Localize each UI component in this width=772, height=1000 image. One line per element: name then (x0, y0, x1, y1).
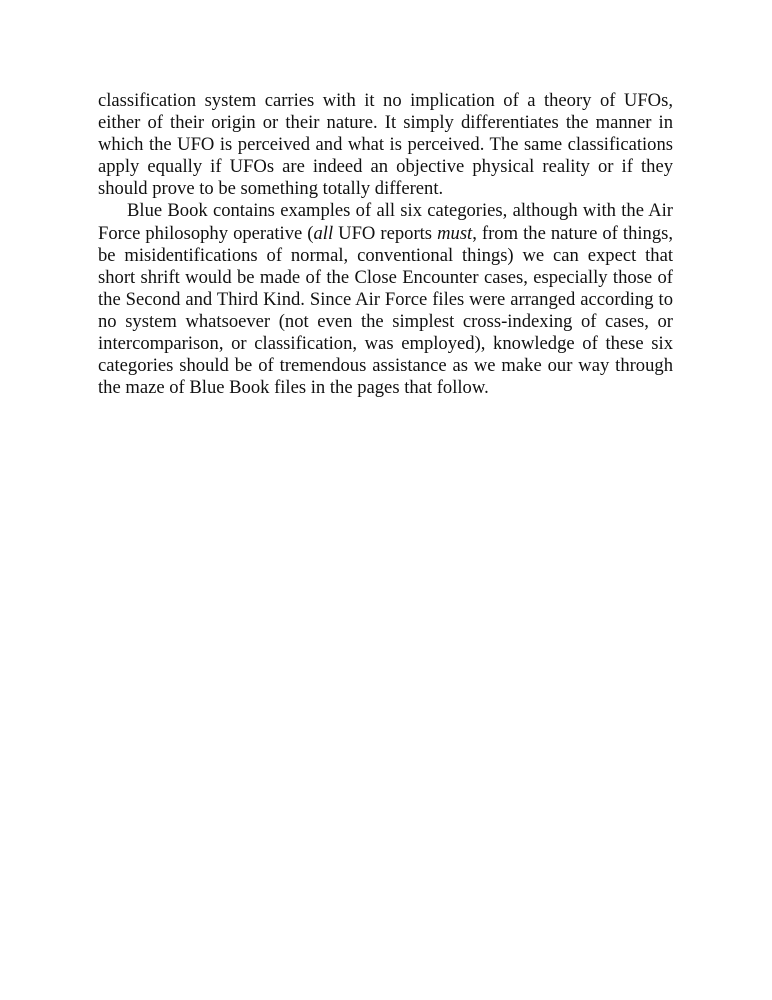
paragraph-text: UFO reports (333, 222, 438, 244)
paragraph-text: Blue Book contains examples of all six categories, although with the Air Force philosophy operative ( (98, 200, 673, 244)
paragraph-text: , from the nature of things, be misidentifications of normal, conventional things) we can expect that short shrift would be made of the Close Encounter cases, especially those of the Second and Third Kind. Since Air Force files were arranged according to no system whatsoever (not even the simplest cross-indexing of cases, or intercomparison, or classification, was employed), knowledge of these six categories should be of tremendous assistance as we make our way through the maze of Blue Book files in the pages that follow. (98, 222, 674, 399)
paragraph-text: classification system carries with it no implication of a theory of UFOs, either of their origin or their nature. It simply differentiates the manner in which the UFO is perceived and what is perceived. The same classifications apply equally if UFOs are indeed an objective physical reality or if they should prove to be something totally different. (98, 90, 673, 200)
emphasis-must: must (437, 222, 473, 244)
paragraph-blue-book-categories (98, 200, 673, 399)
body-text (98, 90, 673, 399)
paragraph-classification-system (98, 90, 673, 200)
emphasis-all: all (313, 222, 334, 244)
